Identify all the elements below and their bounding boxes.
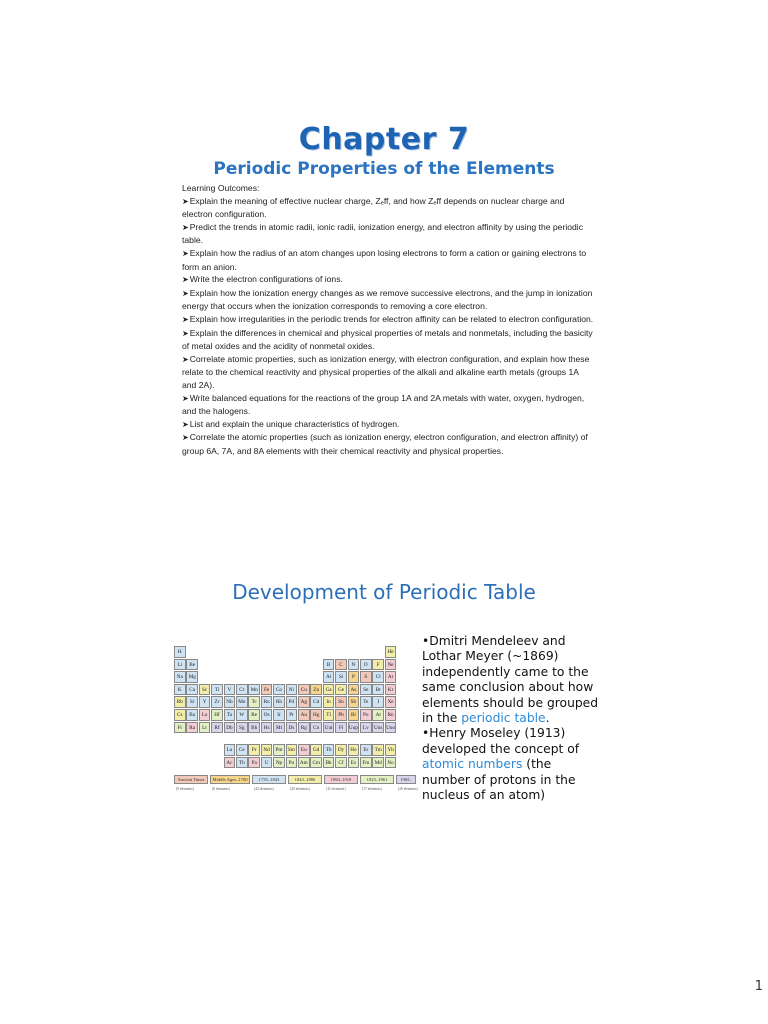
outcome-text: Explain the meaning of effective nuclear charge, Zₑff, and how Zₑff depends on nuclear charge and electron configuration. bbox=[182, 195, 565, 220]
legend-note: (17 elements) bbox=[362, 787, 382, 792]
element-cell: Mt bbox=[273, 722, 285, 734]
element-cell: Ga bbox=[323, 684, 335, 696]
learning-outcomes bbox=[182, 182, 594, 457]
element-cell: Pr bbox=[248, 744, 260, 756]
element-cell: Si bbox=[335, 671, 347, 683]
arrow-bullet-icon: ➤ bbox=[182, 288, 189, 298]
element-cell: Fm bbox=[360, 757, 372, 769]
element-cell: Fl bbox=[335, 722, 347, 734]
element-cell: As bbox=[348, 684, 360, 696]
chapter-title: Chapter 7 bbox=[298, 122, 470, 157]
element-cell: Nb bbox=[224, 696, 236, 708]
legend-note: (20 elements) bbox=[398, 787, 418, 792]
outcome-text: Explain how the radius of an atom changes upon losing electrons to form a cation or gaining electrons to form an anion. bbox=[182, 247, 587, 272]
outcome-text: Predict the trends in atomic radii, ionic radii, ionization energy, and electron affinity by using the periodic table. bbox=[182, 221, 584, 246]
element-cell: Br bbox=[372, 684, 384, 696]
element-cell: P bbox=[348, 671, 360, 683]
element-cell: Rb bbox=[174, 696, 186, 708]
element-cell: Cf bbox=[335, 757, 347, 769]
element-cell: Ti bbox=[211, 684, 223, 696]
element-cell: Sg bbox=[236, 722, 248, 734]
page-number: 1 bbox=[754, 979, 763, 994]
element-cell: Md bbox=[372, 757, 384, 769]
element-cell: Hf bbox=[211, 709, 223, 721]
element-cell: Y bbox=[199, 696, 211, 708]
element-cell: Sn bbox=[335, 696, 347, 708]
para2-end: (the number of protons in the nucleus of an atom) bbox=[422, 757, 576, 803]
element-cell: Na bbox=[174, 671, 186, 683]
arrow-bullet-icon: ➤ bbox=[182, 248, 189, 258]
element-cell: Cn bbox=[310, 722, 322, 734]
element-cell: Ac bbox=[224, 757, 236, 769]
outcome-item bbox=[182, 287, 594, 313]
element-cell: Tc bbox=[248, 696, 260, 708]
element-cell: Cd bbox=[310, 696, 322, 708]
chapter-subtitle: Periodic Properties of the Elements bbox=[213, 159, 555, 179]
element-cell: Lv bbox=[360, 722, 372, 734]
element-cell: No bbox=[385, 757, 397, 769]
para1-end: . bbox=[545, 711, 550, 726]
element-cell: U bbox=[261, 757, 273, 769]
element-cell: Mg bbox=[186, 671, 198, 683]
outcomes-list bbox=[182, 195, 594, 458]
legend-note: (6 elements) bbox=[212, 787, 230, 792]
element-cell: Cl bbox=[372, 671, 384, 683]
element-cell: Cr bbox=[236, 684, 248, 696]
element-cell: Ca bbox=[186, 684, 198, 696]
slide-chapter-title bbox=[168, 112, 600, 480]
discovery-legend bbox=[174, 775, 418, 801]
arrow-bullet-icon: ➤ bbox=[182, 314, 189, 324]
para2-text: •Henry Moseley (1913) developed the concept of bbox=[422, 726, 580, 756]
element-cell: Li bbox=[174, 659, 186, 671]
element-cell: Ir bbox=[273, 709, 285, 721]
outcome-item bbox=[182, 247, 594, 273]
element-cell: Mo bbox=[236, 696, 248, 708]
element-cell: Pm bbox=[273, 744, 285, 756]
element-cell: Pb bbox=[335, 709, 347, 721]
arrow-bullet-icon: ➤ bbox=[182, 354, 189, 364]
legend-note: (11 elements) bbox=[326, 787, 346, 792]
element-cell: Fr bbox=[174, 722, 186, 734]
element-cell: La bbox=[224, 744, 236, 756]
arrow-bullet-icon: ➤ bbox=[182, 196, 189, 206]
outcome-text: Write balanced equations for the reactions of the group 1A and 2A metals with water, oxygen, hydrogen, and the halogens. bbox=[182, 392, 585, 417]
element-cell: I bbox=[372, 696, 384, 708]
element-cell: K bbox=[174, 684, 186, 696]
element-cell: Pd bbox=[286, 696, 298, 708]
element-cell: Re bbox=[248, 709, 260, 721]
element-cell: Yb bbox=[385, 744, 397, 756]
periodic-table-image bbox=[174, 646, 418, 830]
para1-text: •Dmitri Mendeleev and Lothar Meyer (~1869) independently came to the same conclusion about how elements should be grouped in the bbox=[422, 634, 599, 726]
element-cell: V bbox=[224, 684, 236, 696]
element-cell: Es bbox=[348, 757, 360, 769]
legend-swatch: 1894–1918 bbox=[324, 775, 358, 784]
element-cell: Rg bbox=[298, 722, 310, 734]
element-cell: Ba bbox=[186, 709, 198, 721]
element-cell: Ta bbox=[224, 709, 236, 721]
element-cell: Ra bbox=[186, 722, 198, 734]
element-cell: B bbox=[323, 659, 335, 671]
arrow-bullet-icon: ➤ bbox=[182, 393, 189, 403]
element-cell: F bbox=[372, 659, 384, 671]
outcome-text: Correlate atomic properties, such as ionization energy, with electron configuration, and explain how these relate to the chemical reactivity and physical properties of the alkali and alkaline earth metals (groups 1A and 2A). bbox=[182, 353, 590, 390]
element-cell: Db bbox=[224, 722, 236, 734]
element-cell: Er bbox=[360, 744, 372, 756]
element-cell: Po bbox=[360, 709, 372, 721]
legend-note: (20 elements) bbox=[290, 787, 310, 792]
element-cell: Sm bbox=[286, 744, 298, 756]
element-cell: Be bbox=[186, 659, 198, 671]
element-cell: Hs bbox=[261, 722, 273, 734]
element-cell: Gd bbox=[310, 744, 322, 756]
element-cell: Os bbox=[261, 709, 273, 721]
element-cell: Ho bbox=[348, 744, 360, 756]
element-cell: Sb bbox=[348, 696, 360, 708]
element-cell: N bbox=[348, 659, 360, 671]
slide-development bbox=[168, 568, 600, 840]
outcome-text: Correlate the atomic properties (such as ionization energy, electron configuration, and electron affinity) of group 6A, 7A, and 8A elements with their chemical reactivity and physical properties. bbox=[182, 432, 588, 456]
element-cell: Dy bbox=[335, 744, 347, 756]
outcome-text: Write the electron configurations of ions. bbox=[189, 274, 343, 285]
outcome-item bbox=[182, 195, 594, 221]
element-cell: Lr bbox=[199, 722, 211, 734]
legend-swatch: Middle Ages–1700 bbox=[210, 775, 250, 784]
element-cell: Co bbox=[273, 684, 285, 696]
legend-swatch: Ancient Times bbox=[174, 775, 208, 784]
element-cell: Al bbox=[323, 671, 335, 683]
element-cell: Am bbox=[298, 757, 310, 769]
outcome-item bbox=[182, 392, 594, 418]
arrow-bullet-icon: ➤ bbox=[182, 222, 189, 232]
slide-title: Development of Periodic Table bbox=[232, 580, 536, 604]
element-cell: Zn bbox=[310, 684, 322, 696]
outcomes-heading: Learning Outcomes: bbox=[182, 183, 260, 193]
element-cell: W bbox=[236, 709, 248, 721]
element-cell: C bbox=[335, 659, 347, 671]
element-cell: He bbox=[385, 646, 397, 658]
element-cell: Bi bbox=[348, 709, 360, 721]
element-cell: Pa bbox=[248, 757, 260, 769]
element-cell: Ne bbox=[385, 659, 397, 671]
mendeleev-paragraph bbox=[422, 634, 602, 726]
element-cell: Rn bbox=[385, 709, 397, 721]
atomic-numbers-link[interactable]: atomic numbers bbox=[422, 757, 523, 772]
element-cell: Tb bbox=[323, 744, 335, 756]
element-cell: Rh bbox=[273, 696, 285, 708]
outcome-text: Explain how the ionization energy changes as we remove successive electrons, and the jump in ionization energy that occurs when the ionization corresponds to removing a core electron. bbox=[182, 287, 593, 312]
element-cell: Hg bbox=[310, 709, 322, 721]
element-cell: Uut bbox=[323, 722, 335, 734]
element-cell: In bbox=[323, 696, 335, 708]
element-cell: Rf bbox=[211, 722, 223, 734]
element-cell: Tl bbox=[323, 709, 335, 721]
outcome-item bbox=[182, 327, 594, 353]
element-cell: Bk bbox=[323, 757, 335, 769]
element-cell: Cu bbox=[298, 684, 310, 696]
element-cell: O bbox=[360, 659, 372, 671]
element-cell: Zr bbox=[211, 696, 223, 708]
element-cell: Ag bbox=[298, 696, 310, 708]
arrow-bullet-icon: ➤ bbox=[182, 275, 189, 285]
legend-swatch: 1735–1843 bbox=[252, 775, 286, 784]
element-cell: Bh bbox=[248, 722, 260, 734]
outcome-text: Explain how irregularities in the periodic trends for electron affinity can be related to electron configuration. bbox=[189, 313, 594, 324]
legend-note: (9 elements) bbox=[176, 787, 194, 792]
element-cell: Sc bbox=[199, 684, 211, 696]
element-cell: Ru bbox=[261, 696, 273, 708]
outcome-text: List and explain the unique characteristics of hydrogen. bbox=[189, 418, 400, 429]
arrow-bullet-icon: ➤ bbox=[182, 328, 189, 338]
element-cell: Eu bbox=[298, 744, 310, 756]
arrow-bullet-icon: ➤ bbox=[182, 419, 189, 429]
element-cell: S bbox=[360, 671, 372, 683]
element-cell: Tm bbox=[372, 744, 384, 756]
element-cell: Pt bbox=[286, 709, 298, 721]
element-cell: Ge bbox=[335, 684, 347, 696]
legend-swatch: 1965– bbox=[396, 775, 416, 784]
arrow-bullet-icon: ➤ bbox=[182, 433, 189, 443]
element-cell: Xe bbox=[385, 696, 397, 708]
element-cell: Nd bbox=[261, 744, 273, 756]
element-cell: Sr bbox=[186, 696, 198, 708]
element-cell: Te bbox=[360, 696, 372, 708]
element-cell: Th bbox=[236, 757, 248, 769]
periodic-table-link[interactable]: periodic table bbox=[461, 711, 546, 726]
outcome-item bbox=[182, 221, 594, 247]
development-text bbox=[422, 634, 602, 803]
element-cell: Se bbox=[360, 684, 372, 696]
legend-swatch: 1923–1961 bbox=[360, 775, 394, 784]
element-cell: Uus bbox=[372, 722, 384, 734]
element-cell: Ni bbox=[286, 684, 298, 696]
outcome-item bbox=[182, 431, 594, 457]
outcome-item bbox=[182, 313, 594, 327]
outcome-item bbox=[182, 418, 594, 432]
element-cell: Uup bbox=[348, 722, 360, 734]
outcome-item bbox=[182, 353, 594, 392]
legend-note: (42 elements) bbox=[254, 787, 274, 792]
element-cell: Kr bbox=[385, 684, 397, 696]
element-cell: Cs bbox=[174, 709, 186, 721]
element-cell: Mn bbox=[248, 684, 260, 696]
element-cell: Cm bbox=[310, 757, 322, 769]
outcome-text: Explain the differences in chemical and physical properties of metals and nonmetals, including the basicity of metal oxides and the acidity of nonmetal oxides. bbox=[182, 327, 593, 352]
element-cell: Np bbox=[273, 757, 285, 769]
element-cell: Ds bbox=[286, 722, 298, 734]
element-cell: At bbox=[372, 709, 384, 721]
legend-swatch: 1843–1886 bbox=[288, 775, 322, 784]
element-cell: H bbox=[174, 646, 186, 658]
outcome-item bbox=[182, 273, 594, 287]
element-cell: Uuo bbox=[385, 722, 397, 734]
element-cell: Fe bbox=[261, 684, 273, 696]
element-cell: Lu bbox=[199, 709, 211, 721]
moseley-paragraph bbox=[422, 726, 602, 803]
element-cell: Pu bbox=[286, 757, 298, 769]
element-cell: Ar bbox=[385, 671, 397, 683]
element-cell: Ce bbox=[236, 744, 248, 756]
element-cell: Au bbox=[298, 709, 310, 721]
